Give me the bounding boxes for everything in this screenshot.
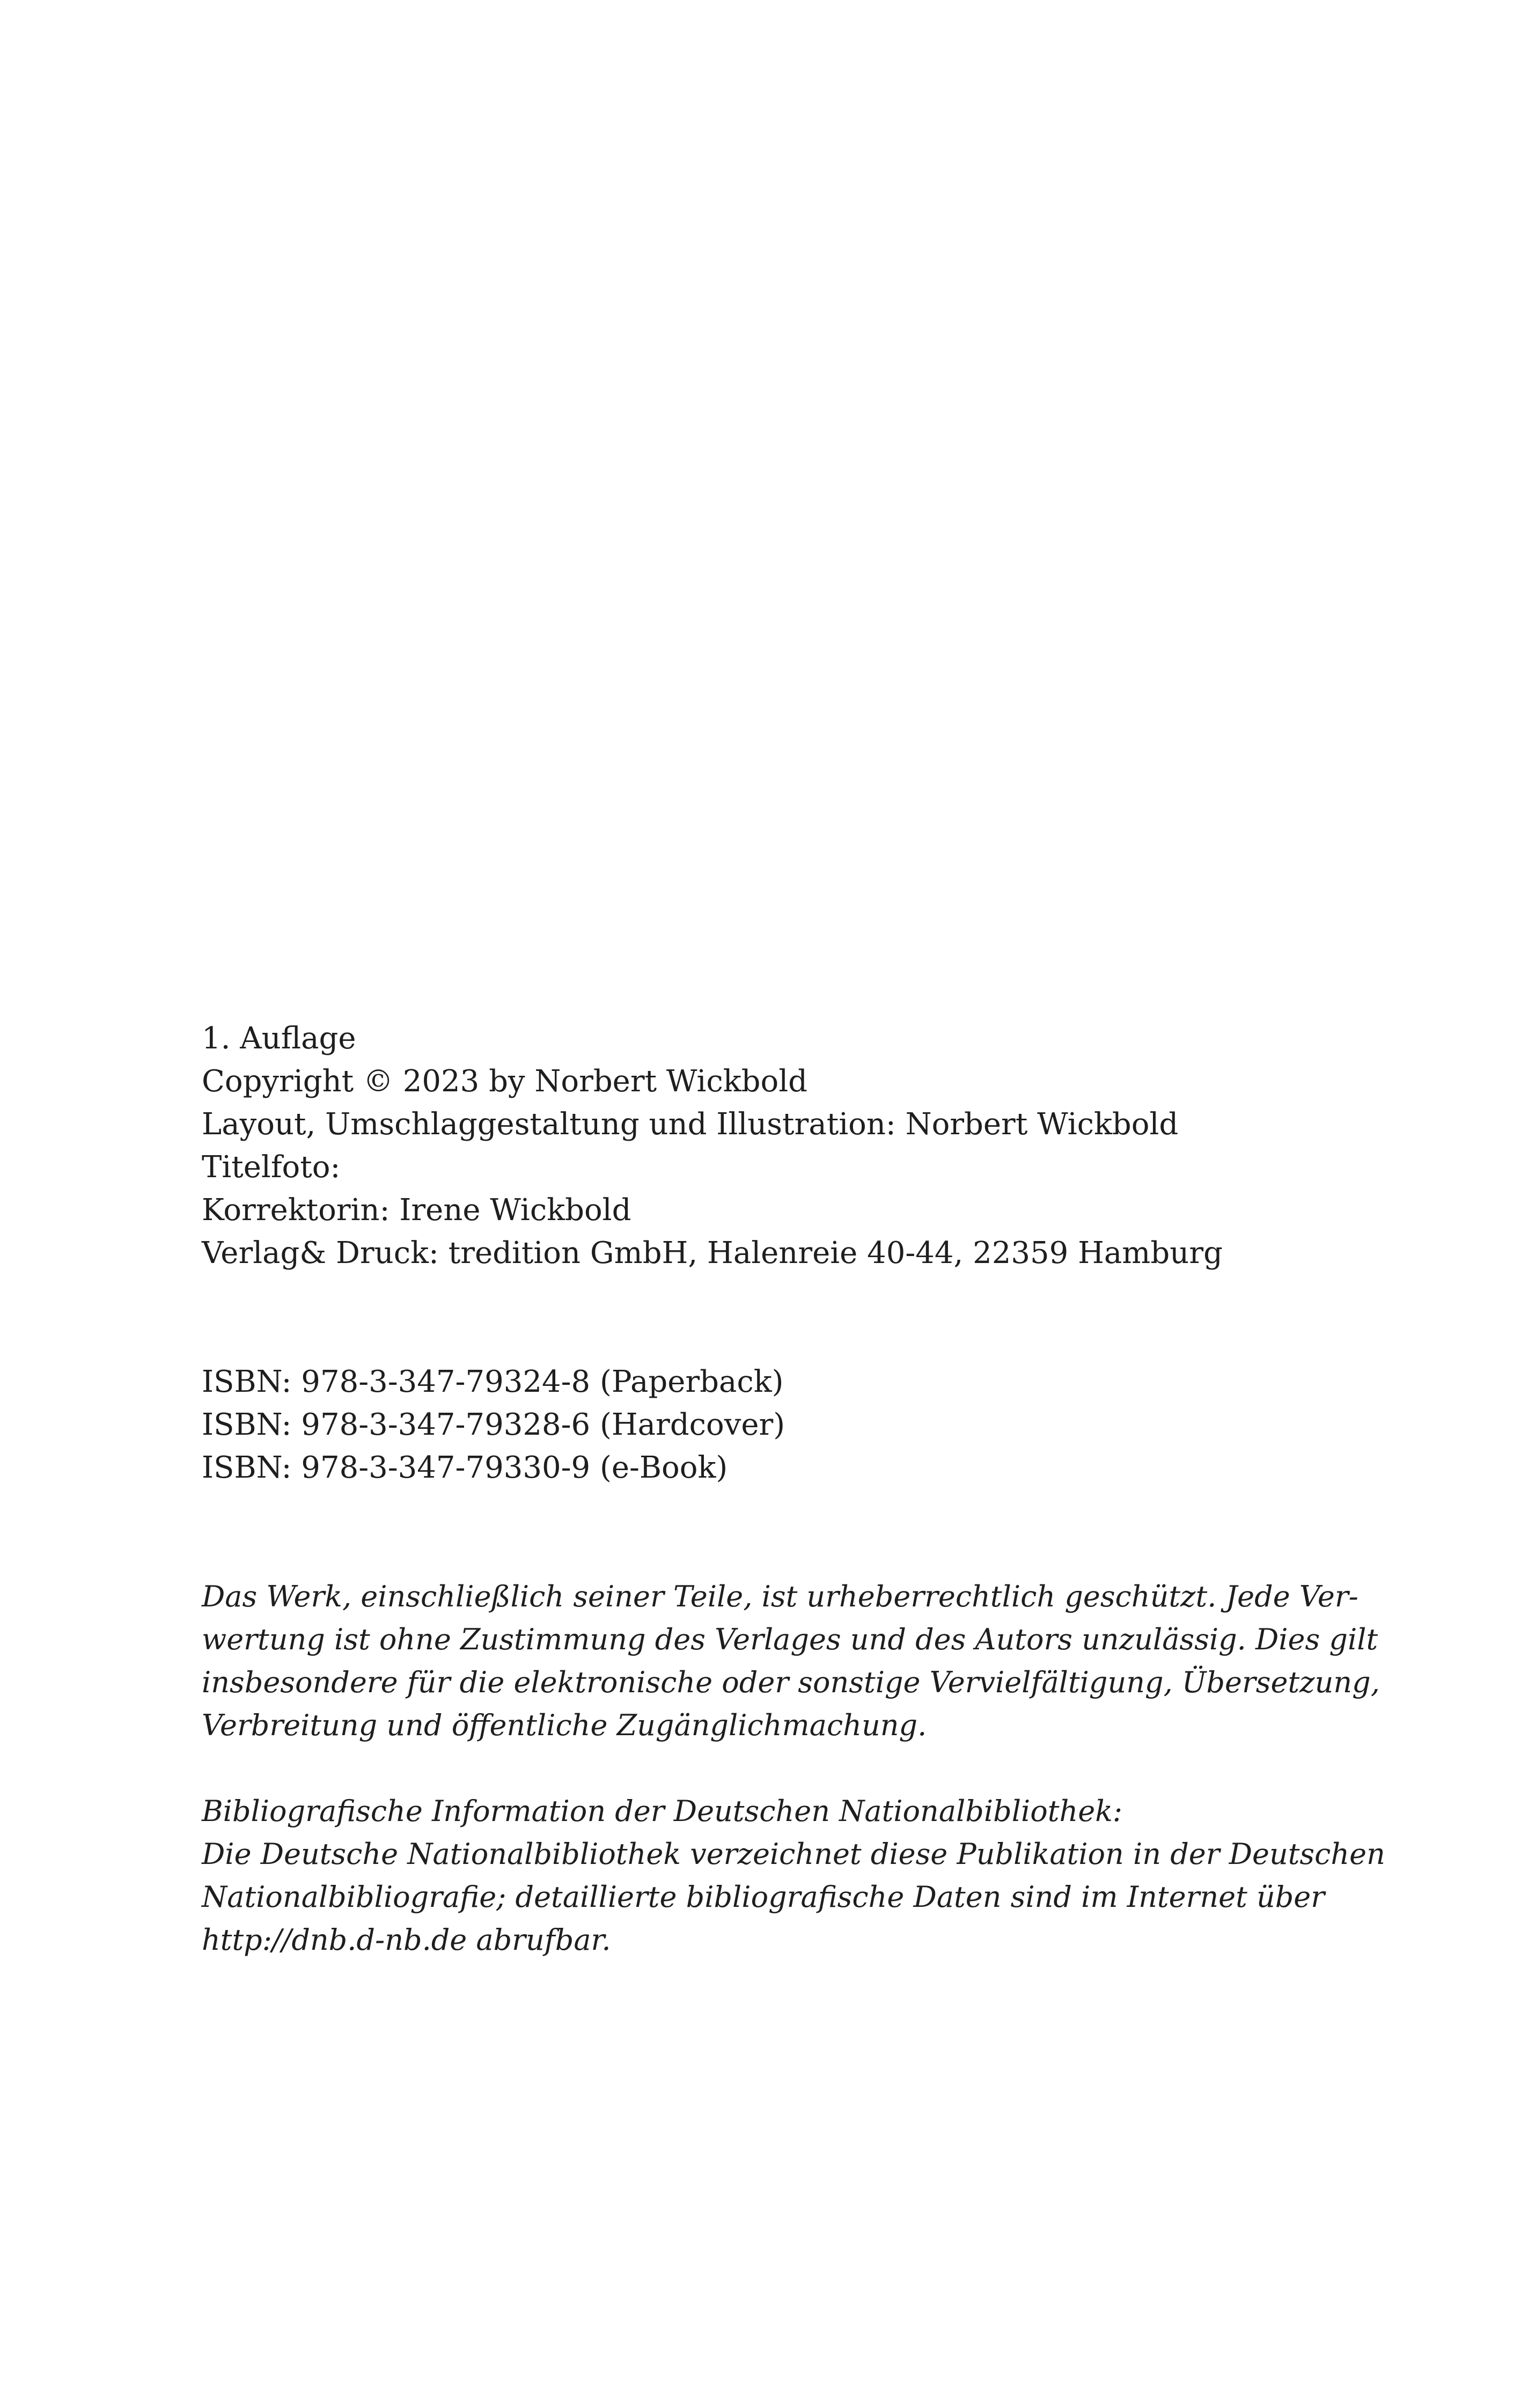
isbn-hardcover: ISBN: 978-3-347-79328-6 (Hardcover) — [202, 1407, 785, 1442]
proofreader-line: Korrektorin: Irene Wickbold — [202, 1193, 631, 1228]
rights-notice-line: Das Werk, einschließlich seiner Teile, ist urheberrechtlich geschützt. Jede Ver- — [202, 1580, 1358, 1613]
rights-notice-line: Verbreitung und öffentliche Zugänglichmachung. — [202, 1708, 927, 1742]
dnb-notice-line: Nationalbibliografie; detaillierte bibliografische Daten sind im Internet über — [202, 1880, 1325, 1914]
rights-notice — [202, 1575, 1380, 1747]
copyright-line: Copyright © 2023 by Norbert Wickbold — [202, 1064, 807, 1099]
imprint-block — [202, 1017, 1328, 1275]
dnb-notice-line: Die Deutsche Nationalbibliothek verzeichnet diese Publikation in der Deutschen — [202, 1837, 1385, 1871]
isbn-block — [202, 1361, 1328, 1489]
edition-line: 1. Auflage — [202, 1021, 356, 1056]
dnb-notice — [202, 1790, 1385, 1962]
cover-photo-line: Titelfoto: — [202, 1150, 341, 1185]
rights-notice-line: wertung ist ohne Zustimmung des Verlages und des Autors unzulässig. Dies gilt — [202, 1623, 1378, 1656]
rights-notice-line: insbesondere für die elektronische oder sonstige Vervielfältigung, Übersetzung, — [202, 1665, 1380, 1699]
dnb-notice-url-line: http://dnb.d-nb.de abrufbar. — [202, 1923, 611, 1957]
isbn-paperback: ISBN: 978-3-347-79324-8 (Paperback) — [202, 1364, 784, 1399]
layout-credit-line: Layout, Umschlaggestaltung und Illustration: Norbert Wickbold — [202, 1107, 1179, 1142]
dnb-notice-heading: Bibliografische Information der Deutschen Nationalbibliothek: — [202, 1794, 1123, 1828]
isbn-ebook: ISBN: 978-3-347-79330-9 (e-Book) — [202, 1450, 728, 1485]
publisher-line: Verlag& Druck: tredition GmbH, Halenreie 40-44, 22359 Hamburg — [202, 1236, 1223, 1271]
